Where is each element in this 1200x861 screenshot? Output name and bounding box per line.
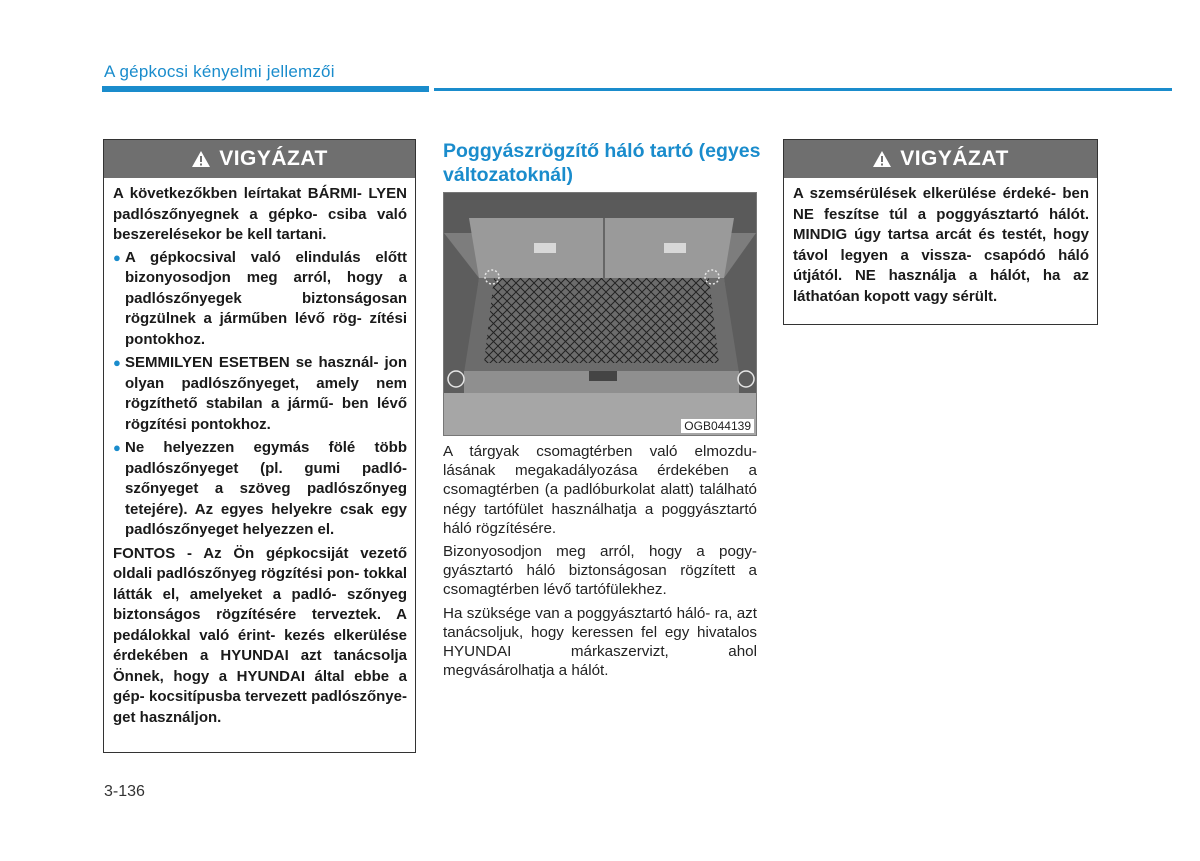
bullet-icon: ● [113,440,121,455]
image-code: OGB044139 [681,419,754,433]
warning-header [784,140,1097,178]
paragraph: Ha szüksége van a poggyásztartó háló- ra, azt tanácsoljuk, hogy keressen fel egy hivatalos HYUNDAI márkaszervizt, ahol megvásárolhatja a hálót. [443,604,757,680]
warning-box-left [103,139,416,753]
warning-body [104,178,415,736]
warning-heading: VIGYÁZAT [900,147,1009,170]
list-item-text: A gépkocsival való elindulás előtt bizonyosodjon meg arról, hogy a padlószőnyegek biztonságosan rögzülnek a járműben lévő rög- zítési pontokhoz. [125,248,407,348]
cargo-net-photo [443,192,757,436]
warning-header [104,140,415,178]
section-body [443,442,757,684]
warning-triangle-icon [191,150,211,168]
warning-text: A szemsérülések elkerülése érdeké- ben NE feszítse túl a poggyásztartó hálót. MINDIG úgy tartsa arcát és testét, hogy távol legyen a vissza- csapódó háló útjától. NE használja a hálót, ha az láthatóan kopott vagy sérült. [793,185,1089,305]
page-number: 3-136 [104,783,145,800]
warning-box-right [783,139,1098,325]
warning-triangle-icon [872,150,892,168]
header-rule-accent [102,86,429,92]
section-title: Poggyászrögzítő háló tartó (egyes változatoknál) [443,140,761,186]
paragraph: A tárgyak csomagtérben való elmozdu- lásának megakadályozása érdekében a csomagtérben (a padlóburkolat alatt) található négy tartófület használhatja a poggyásztartó háló rögzítésére. [443,443,757,537]
list-item [113,248,407,351]
paragraph: Bizonyosodjon meg arról, hogy a pogy- gyásztartó háló biztonságosan rögzített a csomagtérben lévő tartófülekhez. [443,543,757,599]
page-header-title: A gépkocsi kényelmi jellemzői [104,62,335,81]
list-item [113,438,407,541]
warning-important-note: FONTOS - Az Ön gépkocsiját vezető oldali padlószőnyeg rögzítési pon- tokkal látták el, amelyeket a padló- szőnyeg biztonságos rögzítésére terveztek. A pedálokkal való érint- kezés elkerülése érdekében a HYUNDAI azt tanácsolja Önnek, hogy a HYUNDAI által ebbe a gép- kocsitípusba tervezett padlószőnye- get használjon. [113,544,407,726]
warning-intro: A következőkben leírtakat BÁRMI- LYEN padlószőnyegnek a gépko- csiba való beszerelésekor be kell tartani. [113,185,407,243]
warning-heading: VIGYÁZAT [219,147,328,170]
cargo-net-illustration [444,193,756,435]
list-item-text: Ne helyezzen egymás fölé több padlószőnyeget (pl. gumi padló- szőnyeget a szöveg padlószőnyeg tetejére). Az egyes helyekre csak egy padlószőnyeget helyezzen el. [125,439,407,538]
header-rule [434,88,1172,91]
bullet-icon: ● [113,249,121,265]
list-item-text: SEMMILYEN ESETBEN se használ- jon olyan padlószőnyeget, amely nem rögzíthető stabilan a jármű- ben lévő rögzítési pontokhoz. [125,354,407,433]
list-item [113,353,407,435]
warning-body [784,178,1097,315]
bullet-icon: ● [113,355,121,370]
